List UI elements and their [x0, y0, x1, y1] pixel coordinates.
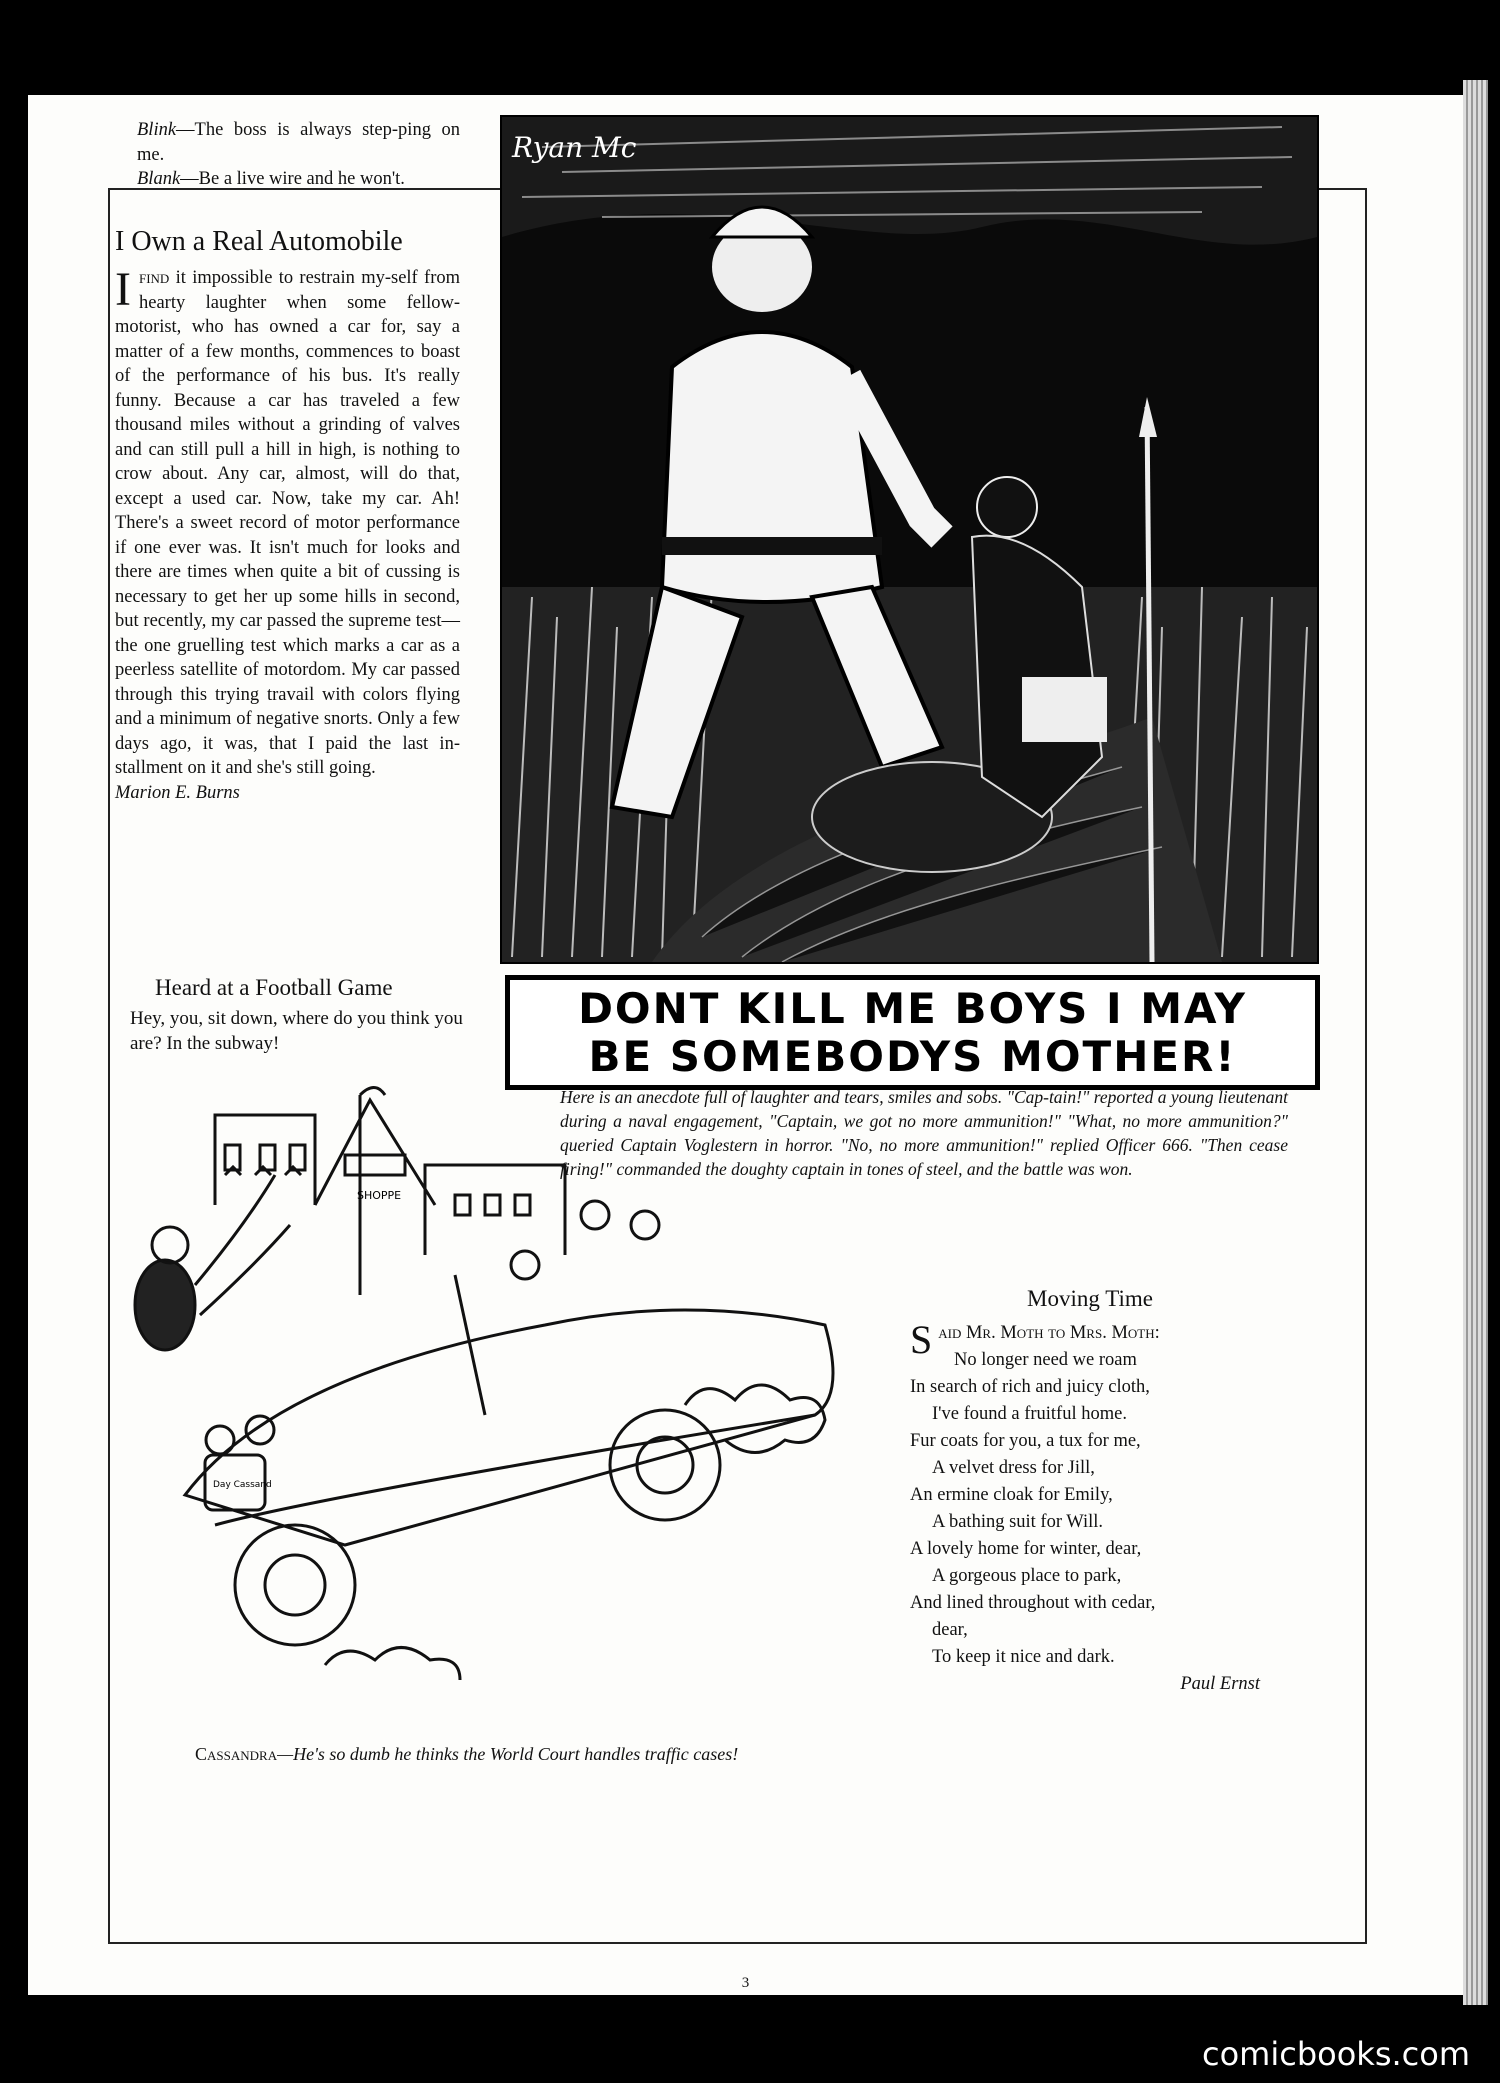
poem-line-3: In search of rich and juicy cloth, — [910, 1377, 1150, 1397]
joke-line-2: —Be a live wire and he won't. — [180, 169, 405, 189]
poem-line-5: Fur coats for you, a tux for me, — [910, 1431, 1141, 1451]
poem-line-2: No longer need we roam — [954, 1350, 1137, 1370]
cartoon-caption — [195, 1742, 845, 1766]
watermark: comicbooks.com — [1201, 2035, 1470, 2073]
poem — [910, 1285, 1270, 1698]
article-lead: find — [138, 268, 170, 288]
left-column — [115, 118, 460, 805]
article-title: I Own a Real Automobile — [115, 225, 403, 257]
poem-line-8: A bathing suit for Will. — [932, 1512, 1104, 1532]
joke-speaker-1: Blink — [137, 120, 177, 140]
poem-dropcap: S — [910, 1317, 933, 1362]
illustration-caption — [505, 975, 1320, 1090]
football-text: Hey, you, sit down, where do you think you are? In the subway! — [130, 1008, 463, 1054]
cartoon-line: —He's so dumb he thinks the World Court handles traffic cases! — [277, 1744, 739, 1764]
article-author: Marion E. Burns — [115, 782, 240, 803]
article-dropcap: I — [115, 263, 131, 316]
joke-line-1: —The boss is always step-ping on me. — [137, 120, 460, 165]
caption-line-2: BE SOMEBODYS MOTHER! — [588, 1031, 1237, 1081]
anecdote: Here is an anecdote full of laughter and tears, smiles and sobs. "Cap-tain!" reported a young lieutenant during a naval engagement, "Captain, we got no more ammunition!" "What, no more ammunition?" queried Captain Voglestern in horror. "No, no more ammunition!" replied Officer 666. "Then cease firing!" commanded the doughty captain in tones of steel, and the battle was won. — [560, 1087, 1288, 1179]
cartoon-speaker: Cassandra — [195, 1744, 278, 1764]
poem-line-6: A velvet dress for Jill, — [932, 1458, 1095, 1478]
article-text: it impossible to restrain my-self from hearty laughter when some fellow-motorist, who has owned a car for, say a matter of a few months, commences to boast of the performance of his bus. It's really funny. Because a car has traveled a few thousand miles without a grinding of valves and can still pull a hill in high, is nothing to crow about. Any car, almost, will do that, except a used car. Now, take my car. Ah! There's a sweet record of motor performance if one ever was. It isn't much for looks and there are times when quite a bit of cussing is necessary to get her up some hills in second, but recently, my car passed the supreme test—the one gruelling test which marks a car as a peerless satellite of motordom. My car passed through this trying travail with colors flying and a minimum of negative snorts. Only a few days ago, it was, that I paid the last in-stallment on it and she's still going. — [115, 268, 460, 778]
joke — [115, 118, 460, 192]
shop-sign: SHOPPE — [357, 1189, 402, 1202]
article-body — [115, 263, 460, 781]
joke-speaker-2: Blank — [137, 169, 181, 189]
caption-line-1: DONT KILL ME BOYS I MAY — [578, 983, 1247, 1033]
football-title: Heard at a Football Game — [155, 975, 393, 1000]
license-plate: Day Cassand — [213, 1480, 272, 1490]
poem-author: Paul Ernst — [1180, 1674, 1260, 1694]
poem-line-1: Said Mr. Moth to Mrs. Moth: — [910, 1317, 1160, 1362]
page-edge — [1463, 80, 1488, 2005]
poem-line-9: A lovely home for winter, dear, — [910, 1539, 1142, 1559]
artist-signature: Ryan Mc — [512, 131, 637, 164]
hunter-illustration — [500, 115, 1319, 964]
poem-line-10: A gorgeous place to park, — [932, 1566, 1122, 1586]
car-cartoon — [125, 1075, 855, 1725]
poem-line-12: dear, — [932, 1620, 968, 1640]
football-joke — [115, 975, 475, 1056]
poem-line-4: I've found a fruitful home. — [932, 1404, 1127, 1424]
poem-line-7: An ermine cloak for Emily, — [910, 1485, 1113, 1505]
page-number: 3 — [741, 1975, 750, 1991]
poem-line-13: To keep it nice and dark. — [932, 1647, 1115, 1667]
poem-title: Moving Time — [1027, 1286, 1153, 1311]
poem-line-11: And lined throughout with cedar, — [910, 1593, 1156, 1613]
